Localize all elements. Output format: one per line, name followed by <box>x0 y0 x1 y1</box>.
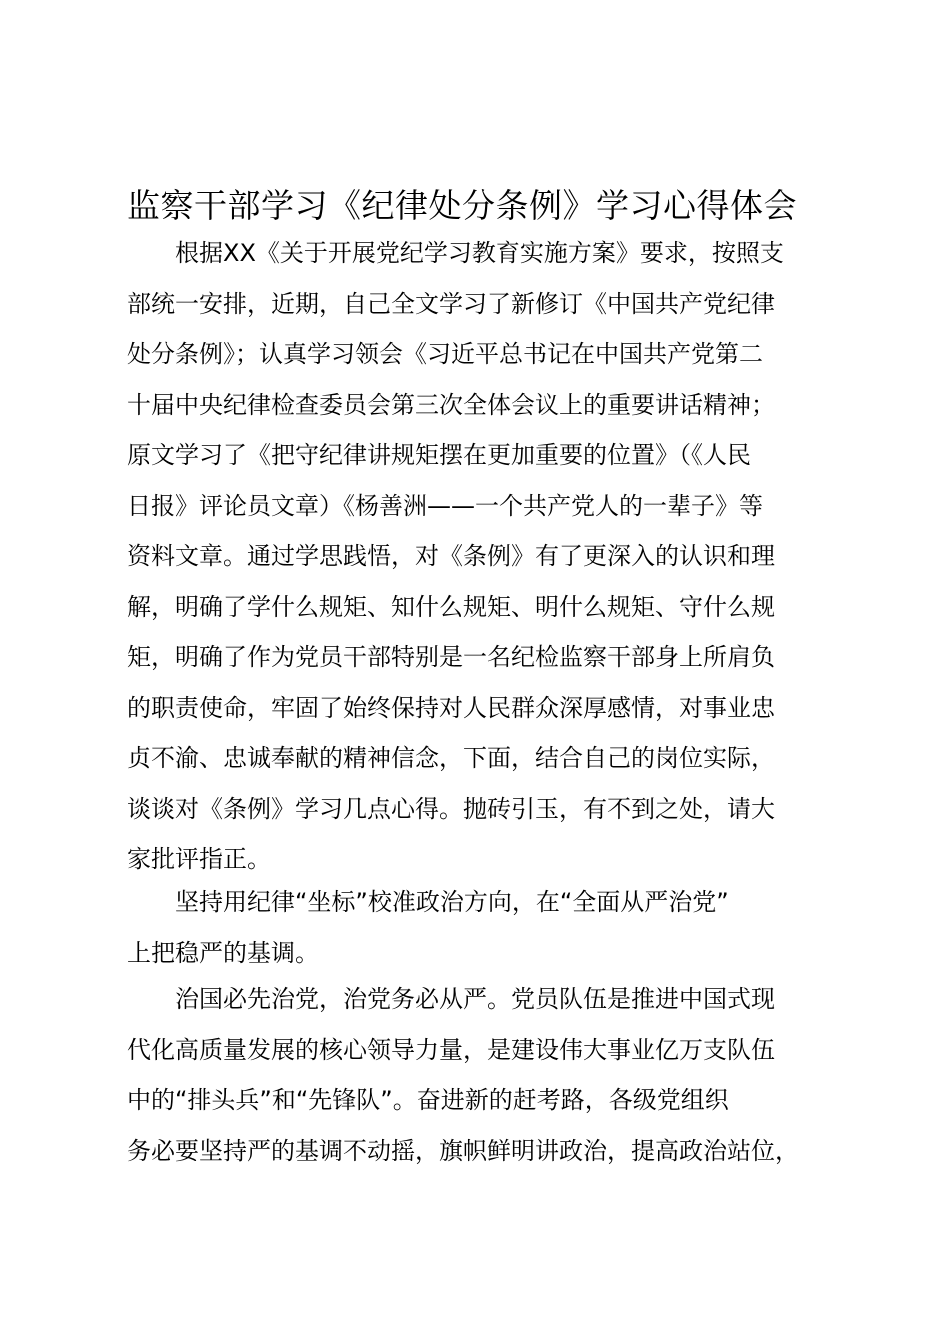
paragraph-line: 的职责使命，牢固了始终保持对人民群众深厚感情，对事业忠 <box>127 693 775 722</box>
paragraph-line: 贞不渝、忠诚奉献的精神信念，下面，结合自己的岗位实际， <box>127 744 775 772</box>
paragraph-line: 原文学习了《把守纪律讲规矩摆在更加重要的位置》（《人民 <box>127 441 751 469</box>
paragraph-line: 部统一安排，近期，自己全文学习了新修订《中国共产党纪律 <box>127 289 775 318</box>
paragraph-line: 日报》评论员文章）《杨善洲——一个共产党人的一辈子》等 <box>127 491 763 520</box>
paragraph-line: 务必要坚持严的基调不动摇，旗帜鲜明讲政治，提高政治站位， <box>127 1136 799 1165</box>
paragraph-line: 资料文章。通过学思践悟，对《条例》有了更深入的认识和理 <box>127 542 775 570</box>
paragraph-heading <box>127 877 839 978</box>
paragraph-line: 根据XX《关于开展党纪学习教育实施方案》要求，按照支 <box>175 239 784 267</box>
paragraph-line: 坚持用纪律“坐标”校准政治方向，在“全面从严治党” <box>175 888 729 916</box>
paragraph-line: 处分条例》；认真学习领会《习近平总书记在中国共产党第二 <box>127 340 763 368</box>
document-title: 监察干部学习《纪律处分条例》学习心得体会 <box>127 186 797 225</box>
paragraph-line: 谈谈对《条例》学习几点心得。抛砖引玉，有不到之处，请大 <box>127 794 775 823</box>
paragraph-line: 解，明确了学什么规矩、知什么规矩、明什么规矩、守什么规 <box>127 592 775 621</box>
paragraph-line: 矩，明确了作为党员干部特别是一名纪检监察干部身上所肩负 <box>127 643 775 671</box>
paragraph-line: 中的“排头兵”和“先锋队”。奋进新的赶考路，各级党组织 <box>127 1086 729 1114</box>
paragraph-line: 十届中央纪律检查委员会第三次全体会议上的重要讲话精神； <box>127 390 775 419</box>
paragraph-line: 治国必先治党，治党务必从严。党员队伍是推进中国式现 <box>175 985 775 1013</box>
paragraph-line: 上把稳严的基调。 <box>127 938 319 967</box>
paragraph-body <box>127 974 839 1176</box>
paragraph-line: 代化高质量发展的核心领导力量，是建设伟大事业亿万支队伍 <box>127 1035 775 1064</box>
paragraph-intro <box>127 228 839 885</box>
paragraph-line: 家批评指正。 <box>127 845 271 873</box>
